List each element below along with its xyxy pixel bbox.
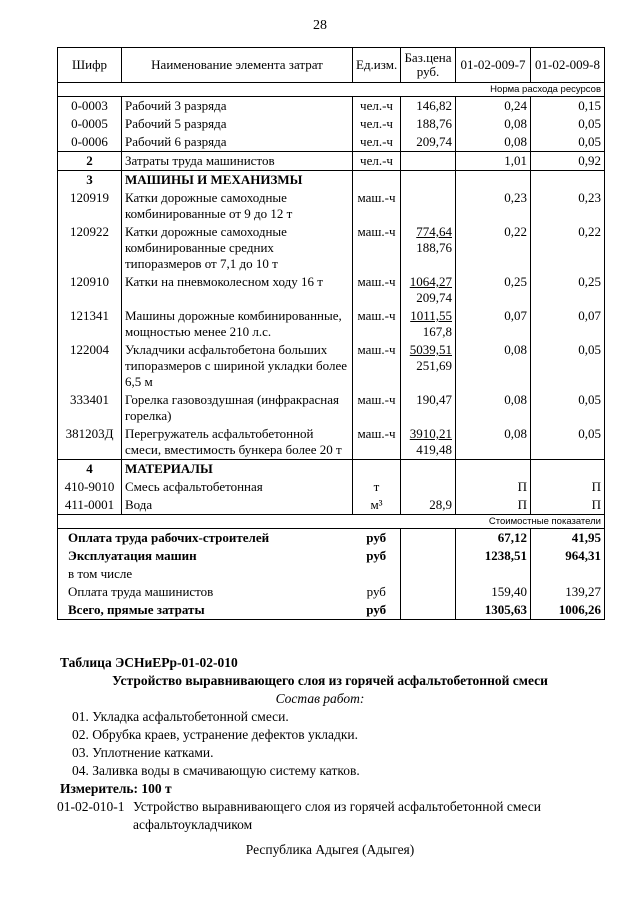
row-name: Катки дорожные самоходные комбинированные от 9 до 12 т — [122, 189, 353, 223]
row-code: 0-0005 — [58, 115, 122, 133]
cost-label-row — [58, 515, 605, 529]
table-row — [58, 341, 605, 391]
row-unit: маш.-ч — [353, 189, 401, 223]
header-price: Баз.цена руб. — [401, 48, 456, 83]
row-unit: м³ — [353, 496, 401, 515]
row-code: 333401 — [58, 391, 122, 425]
row-price — [401, 478, 456, 496]
cost-unit: руб — [353, 547, 401, 565]
header-unit: Ед.изм. — [353, 48, 401, 83]
row-value-2: 0,07 — [531, 307, 605, 341]
norm-label: Норма расхода ресурсов — [58, 83, 605, 97]
item-code: 01-02-010-1 — [57, 799, 125, 814]
row-unit: маш.-ч — [353, 223, 401, 273]
price-value: 28,9 — [429, 497, 452, 512]
header-col-1: 01-02-009-7 — [456, 48, 531, 83]
row-value-2: 0,05 — [531, 341, 605, 391]
cost-value-1: 159,40 — [456, 583, 531, 601]
row-value-1: 0,23 — [456, 189, 531, 223]
work-item: 02. Обрубка краев, устранение дефектов укладки. — [72, 727, 359, 742]
cost-value-1 — [456, 565, 531, 583]
row-unit: маш.-ч — [353, 307, 401, 341]
table-row — [58, 152, 605, 171]
price-wage-value: 251,69 — [416, 358, 452, 373]
row-value-1 — [456, 460, 531, 479]
header-col-2: 01-02-009-8 — [531, 48, 605, 83]
row-code: 410-9010 — [58, 478, 122, 496]
row-price — [401, 189, 456, 223]
row-value-1: 0,08 — [456, 115, 531, 133]
row-value-1: 0,22 — [456, 223, 531, 273]
row-value-2: 0,25 — [531, 273, 605, 307]
cost-row — [58, 601, 605, 620]
row-value-2: 0,05 — [531, 425, 605, 460]
row-value-2: 0,05 — [531, 133, 605, 152]
row-value-1: 1,01 — [456, 152, 531, 171]
row-name: Перегружатель асфальтобетонной смеси, вместимость бункера более 20 т — [122, 425, 353, 460]
row-name: Машины дорожные комбинированные, мощностью менее 210 л.с. — [122, 307, 353, 341]
row-code: 122004 — [58, 341, 122, 391]
cost-price-empty — [401, 583, 456, 601]
table-row — [58, 460, 605, 479]
row-value-1: 0,08 — [456, 425, 531, 460]
cost-value-2: 41,95 — [531, 529, 605, 548]
row-value-2: 0,05 — [531, 391, 605, 425]
table-row — [58, 273, 605, 307]
cost-price-empty — [401, 565, 456, 583]
cost-value-1: 67,12 — [456, 529, 531, 548]
price-value: 3910,21 — [409, 426, 452, 441]
cost-price-empty — [401, 601, 456, 620]
work-item: 04. Заливка воды в смачивающую систему катков. — [72, 763, 360, 778]
row-value-2: 0,23 — [531, 189, 605, 223]
table-row — [58, 189, 605, 223]
cost-value-2: 139,27 — [531, 583, 605, 601]
row-code: 2 — [58, 152, 122, 171]
cost-value-1: 1305,63 — [456, 601, 531, 620]
row-value-1: 0,08 — [456, 133, 531, 152]
cost-name: Эксплуатация машин — [58, 547, 353, 565]
row-value-2: П — [531, 478, 605, 496]
row-price — [401, 97, 456, 116]
row-code: 120922 — [58, 223, 122, 273]
cost-row — [58, 565, 605, 583]
row-name: Вода — [122, 496, 353, 515]
price-value: 1011,55 — [410, 308, 452, 323]
item-description-continued: асфальтоукладчиком — [133, 817, 253, 832]
row-name: Горелка газовоздушная (инфракрасная горелка) — [122, 391, 353, 425]
row-value-1 — [456, 171, 531, 190]
row-price — [401, 133, 456, 152]
work-item: 01. Укладка асфальтобетонной смеси. — [72, 709, 289, 724]
row-price — [401, 171, 456, 190]
row-price — [401, 425, 456, 460]
cost-row — [58, 583, 605, 601]
cost-label: Стоимостные показатели — [58, 515, 605, 529]
row-unit: маш.-ч — [353, 391, 401, 425]
row-name: Затраты труда машинистов — [122, 152, 353, 171]
page-footer: Республика Адыгея (Адыгея) — [245, 842, 415, 857]
row-price — [401, 460, 456, 479]
cost-price-empty — [401, 529, 456, 548]
price-wage-value: 167,8 — [422, 324, 452, 339]
row-name: Рабочий 3 разряда — [122, 97, 353, 116]
row-name: МАШИНЫ И МЕХАНИЗМЫ — [122, 171, 353, 190]
section-heading: Устройство выравнивающего слоя из горячей асфальтобетонной смеси — [112, 673, 548, 688]
row-value-1: П — [456, 478, 531, 496]
row-code: 381203Д — [58, 425, 122, 460]
row-name: Катки дорожные самоходные комбинированные средних типоразмеров от 7,1 до 10 т — [122, 223, 353, 273]
cost-row — [58, 529, 605, 548]
row-price — [401, 341, 456, 391]
row-name: Укладчики асфальтобетона больших типоразмеров с шириной укладки более 6,5 м — [122, 341, 353, 391]
row-value-2: 0,92 — [531, 152, 605, 171]
row-unit: чел.-ч — [353, 115, 401, 133]
table-row — [58, 171, 605, 190]
row-code: 3 — [58, 171, 122, 190]
norm-label-row — [58, 83, 605, 97]
row-name: Рабочий 6 разряда — [122, 133, 353, 152]
row-unit — [353, 171, 401, 190]
row-value-1: П — [456, 496, 531, 515]
cost-value-2 — [531, 565, 605, 583]
row-price — [401, 152, 456, 171]
row-price — [401, 115, 456, 133]
row-price — [401, 496, 456, 515]
cost-name: Всего, прямые затраты — [58, 601, 353, 620]
price-value: 146,82 — [416, 98, 452, 113]
row-code: 411-0001 — [58, 496, 122, 515]
cost-price-empty — [401, 547, 456, 565]
section-subheading: Состав работ: — [275, 691, 365, 706]
page-number: 28 — [313, 18, 327, 33]
row-code: 120919 — [58, 189, 122, 223]
price-value: 5039,51 — [409, 342, 452, 357]
price-value: 188,76 — [416, 116, 452, 131]
resource-table — [57, 47, 605, 620]
row-name: МАТЕРИАЛЫ — [122, 460, 353, 479]
cost-name: Оплата труда рабочих-строителей — [58, 529, 353, 548]
row-value-2: П — [531, 496, 605, 515]
row-unit: маш.-ч — [353, 273, 401, 307]
work-item: 03. Уплотнение катками. — [72, 745, 214, 760]
table-row — [58, 391, 605, 425]
row-name: Смесь асфальтобетонная — [122, 478, 353, 496]
cost-name: Оплата труда машинистов — [58, 583, 353, 601]
price-value: 1064,27 — [409, 274, 452, 289]
cost-unit: руб — [353, 529, 401, 548]
price-value: 774,64 — [416, 224, 452, 239]
cost-unit — [353, 565, 401, 583]
row-name: Рабочий 5 разряда — [122, 115, 353, 133]
row-code: 121341 — [58, 307, 122, 341]
price-wage-value: 188,76 — [416, 240, 452, 255]
row-code: 0-0006 — [58, 133, 122, 152]
price-value: 209,74 — [416, 134, 452, 149]
row-code: 4 — [58, 460, 122, 479]
cost-value-1: 1238,51 — [456, 547, 531, 565]
row-value-2: 0,05 — [531, 115, 605, 133]
header-name: Наименование элемента затрат — [122, 48, 353, 83]
price-value: 190,47 — [416, 392, 452, 407]
row-value-2: 0,15 — [531, 97, 605, 116]
table-row — [58, 307, 605, 341]
cost-row — [58, 547, 605, 565]
price-wage-value: 209,74 — [416, 290, 452, 305]
table-header-row — [58, 48, 605, 83]
table-row — [58, 223, 605, 273]
table-title: Таблица ЭСНиЕРр-01-02-010 — [60, 655, 238, 670]
cost-value-2: 964,31 — [531, 547, 605, 565]
table-row — [58, 425, 605, 460]
row-unit — [353, 460, 401, 479]
table-row — [58, 496, 605, 515]
row-unit: чел.-ч — [353, 133, 401, 152]
table-row — [58, 115, 605, 133]
table-row — [58, 133, 605, 152]
row-price — [401, 273, 456, 307]
measure-unit: Измеритель: 100 т — [60, 781, 172, 796]
price-wage-value: 419,48 — [416, 442, 452, 457]
row-price — [401, 391, 456, 425]
cost-unit: руб — [353, 583, 401, 601]
cost-unit: руб — [353, 601, 401, 620]
row-code: 120910 — [58, 273, 122, 307]
row-code: 0-0003 — [58, 97, 122, 116]
row-unit: т — [353, 478, 401, 496]
row-unit: маш.-ч — [353, 341, 401, 391]
row-unit: маш.-ч — [353, 425, 401, 460]
row-value-1: 0,24 — [456, 97, 531, 116]
row-name: Катки на пневмоколесном ходу 16 т — [122, 273, 353, 307]
cost-name: в том числе — [58, 565, 353, 583]
header-code: Шифр — [58, 48, 122, 83]
cost-value-2: 1006,26 — [531, 601, 605, 620]
row-value-1: 0,07 — [456, 307, 531, 341]
row-price — [401, 307, 456, 341]
row-price — [401, 223, 456, 273]
row-value-2: 0,22 — [531, 223, 605, 273]
table-row — [58, 97, 605, 116]
row-value-2 — [531, 460, 605, 479]
row-value-1: 0,25 — [456, 273, 531, 307]
row-unit: чел.-ч — [353, 152, 401, 171]
table-row — [58, 478, 605, 496]
row-unit: чел.-ч — [353, 97, 401, 116]
item-description: Устройство выравнивающего слоя из горячей асфальтобетонной смеси — [133, 799, 541, 814]
row-value-1: 0,08 — [456, 341, 531, 391]
row-value-1: 0,08 — [456, 391, 531, 425]
row-value-2 — [531, 171, 605, 190]
